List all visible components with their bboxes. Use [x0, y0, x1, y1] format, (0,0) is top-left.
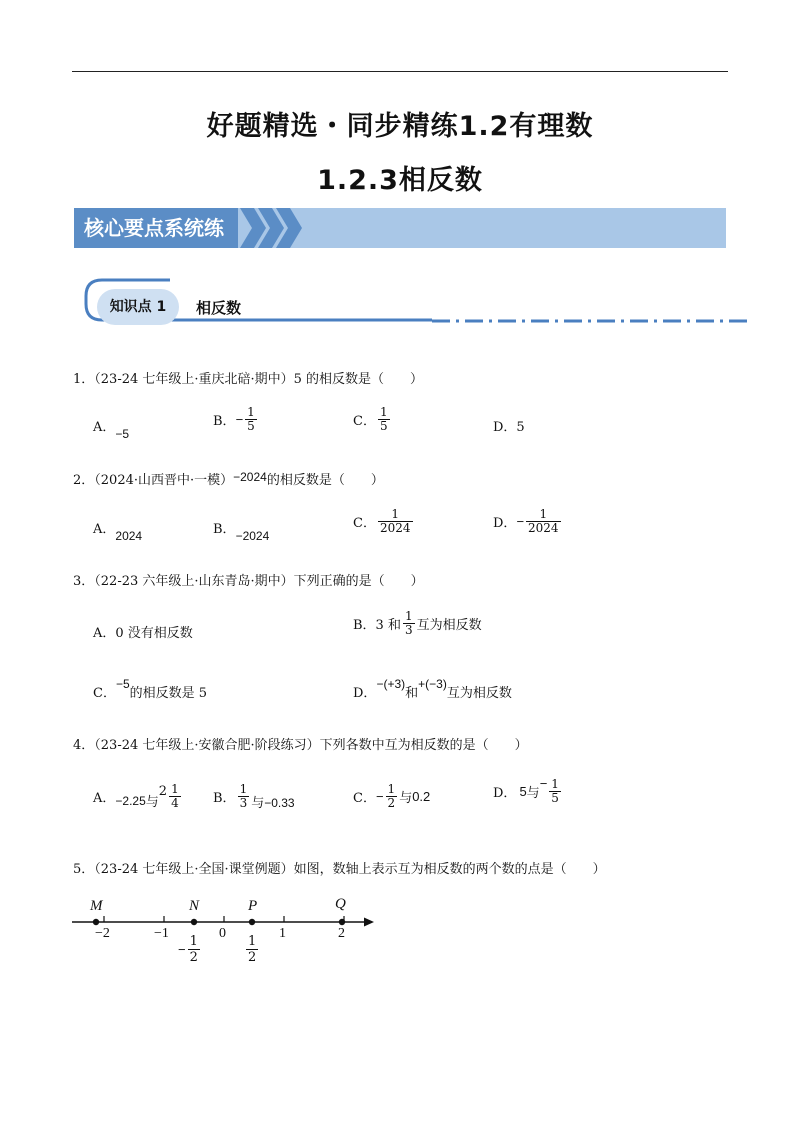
fraction: $\frac{1}{5}$: [379, 405, 388, 433]
point-q-letter: Q: [335, 896, 346, 912]
question-2-stem: 2．（2024·山西晋中·一模）−2024的相反数是（ ）: [73, 470, 384, 488]
fraction: $\frac{1}{2024}$: [379, 507, 411, 535]
page-title: 好题精选・同步精练1.2有理数: [206, 111, 594, 142]
question-3-option-d[interactable]: D． −(+3) 和 +(−3) 互为相反数: [353, 676, 512, 701]
fraction: $\frac{1}{3}$: [404, 609, 413, 637]
question-3-stem: 3．（22-23 六年级上·山东青岛·期中）下列正确的是（ ）: [73, 574, 424, 589]
knowledge-point-badge: 知识点 1: [97, 289, 179, 325]
question-2-option-a[interactable]: A． 2024: [93, 522, 143, 543]
page-subtitle: 1.2.3相反数: [317, 165, 483, 196]
question-4-option-b[interactable]: B． $\frac{1}{3}$ 与 −0.33: [213, 782, 295, 811]
question-2-option-c[interactable]: C． $\frac{1}{2024}$: [353, 507, 411, 535]
section-banner-label: 核心要点系统练: [74, 208, 238, 248]
question-1-option-d[interactable]: D．5: [493, 420, 525, 435]
point-n-letter: N: [189, 898, 200, 914]
point-m: [93, 919, 99, 925]
point-p-value: $\frac{1}{2}$: [248, 934, 257, 965]
chevron-arrows-icon: [240, 208, 310, 248]
point-m-letter: M: [90, 898, 103, 914]
fraction: $\frac{1}{2024}$: [528, 507, 559, 535]
question-2-option-b[interactable]: B． −2024: [213, 522, 270, 543]
knowledge-point-title: 相反数: [196, 299, 242, 317]
fraction: $\frac{1}{3}$: [239, 782, 248, 810]
question-1-option-a[interactable]: A． −5: [93, 420, 130, 441]
point-n-value: − $\frac{1}{2}$: [178, 934, 198, 965]
point-n: [191, 919, 197, 925]
question-3-option-b[interactable]: B．3 和 $\frac{1}{3}$ 互为相反数: [353, 609, 482, 637]
fraction: $\frac{1}{5}$: [551, 777, 559, 805]
arrow-right-icon: [364, 918, 374, 927]
tick-label-0: 0: [219, 926, 226, 941]
number-line-figure: [60, 890, 390, 980]
question-3-option-c[interactable]: C． −5 的相反数是 5: [93, 676, 208, 701]
fraction: $\frac{1}{2}$: [387, 782, 396, 810]
question-4-option-d[interactable]: D． 5 与 − $\frac{1}{5}$: [493, 776, 559, 805]
tick-label-2: 2: [338, 926, 345, 941]
question-3-option-a[interactable]: A．0 没有相反数: [93, 626, 193, 641]
tick-label-1: 1: [279, 926, 286, 941]
question-4-option-a[interactable]: A． −2.25 与 2 $\frac{1}{4}$: [93, 782, 179, 810]
knowledge-point-frame: [82, 278, 752, 328]
question-1-option-c[interactable]: C． $\frac{1}{5}$: [353, 405, 388, 433]
top-rule: [72, 71, 728, 72]
tick-label-minus-2: −2: [95, 926, 110, 941]
fraction: $\frac{1}{4}$: [171, 782, 179, 810]
tick-label-minus-1: −1: [154, 926, 169, 941]
question-4-option-c[interactable]: C． − $\frac{1}{2}$ 与 0.2: [353, 782, 431, 810]
question-1-option-b[interactable]: B． − $\frac{1}{5}$: [213, 405, 255, 433]
point-p: [249, 919, 255, 925]
question-4-stem: 4．（23-24 七年级上·安徽合肥·阶段练习）下列各数中互为相反数的是（ ）: [73, 738, 528, 753]
question-1-stem: 1．（23-24 七年级上·重庆北碚·期中）5 的相反数是（ ）: [73, 372, 424, 387]
question-2-option-d[interactable]: D． − $\frac{1}{2024}$: [493, 507, 559, 535]
point-p-letter: P: [248, 898, 258, 914]
fraction: $\frac{1}{5}$: [247, 405, 255, 433]
question-5-stem: 5．（23-24 七年级上·全国·课堂例题）如图，数轴上表示互为相反数的两个数的点是（ ）: [73, 862, 606, 877]
point-q: [339, 919, 345, 925]
